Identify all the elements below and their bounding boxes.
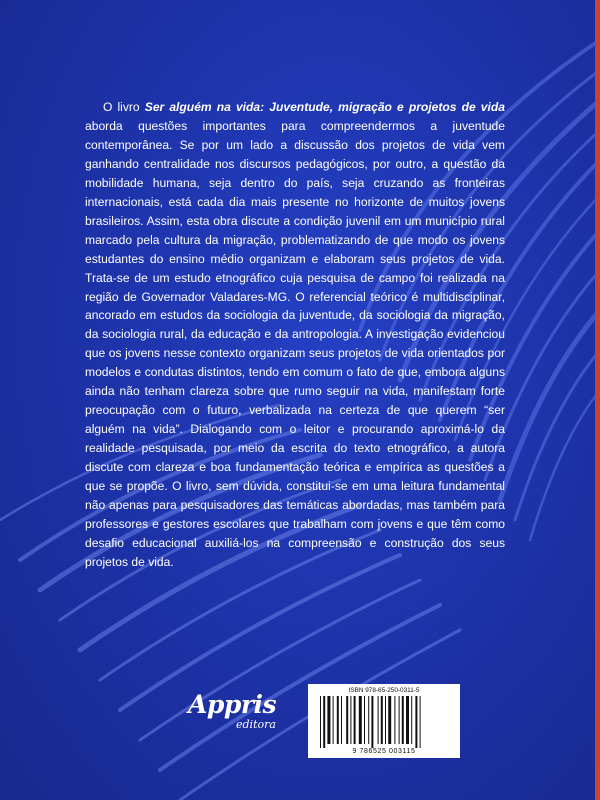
publisher-brand: Appris <box>188 690 277 719</box>
blurb-lead: O livro <box>103 100 145 114</box>
book-title: Ser alguém na vida: Juventude, migração e projetos de vida <box>144 100 505 114</box>
blurb-body: aborda questões importantes para compreendermos a juventude contemporânea. Se por um lado a discussão dos projetos de vida vem ganhando centralidade nos discursos pedagógicos, por outro, a questão da mobilidade humana, seja dentro do país, seja cruzando as fronteiras internacionais, está cada dia mais presente no horizonte de muitos jovens brasileiros. Assim, esta obra discute a condição juvenil em um município rural marcado pela cultura da migração, problematizando de que modo os jovens estudantes do ensino médio organizam e elaboram seus projetos de vida. Trata-se de um estudo etnográfico cuja pesquisa de campo foi realizada na região de Governador Valadares-MG. O referencial teórico é multidisciplinar, ancorado em estudos da sociologia da juventude, da sociologia da migração, da sociologia rural, da educação e da antropologia. A investigação evidenciou que os jovens nesse contexto organizam seus projetos de vida orientados por modelos e condutas distintos, tendo em comum o fato de que, embora alguns ainda não tenham clareza sobre que rumo seguir na vida, manifestam forte preocupação com o futuro, verbalizada na certeza de que querem “ser alguém na vida”. Dialogando com o leitor e procurando aproximá-lo da realidade pesquisada, por meio da escrita do texto etnográfico, a autora discute com clareza e boa fundamentação teórica e empírica as questões a que se propõe. O livro, sem dúvida, constitui-se em uma leitura fundamental não apenas para pesquisadores das temáticas abordadas, mas também para professores e gestores escolares que trabalham com jovens e que têm como desafio educacional auxiliá-los na compreensão e construção dos seus projetos de vida. <box>85 118 505 569</box>
isbn-barcode-box <box>308 684 460 758</box>
back-cover-blurb <box>85 98 505 572</box>
isbn-label: ISBN 978-65-250-0311-5 <box>348 687 420 694</box>
barcode-digits: 9 786525 003115 <box>352 748 416 755</box>
spine-edge <box>595 0 600 800</box>
publisher-logo <box>188 690 298 740</box>
barcode-icon <box>316 696 452 748</box>
publisher-sub: editora <box>236 718 276 731</box>
